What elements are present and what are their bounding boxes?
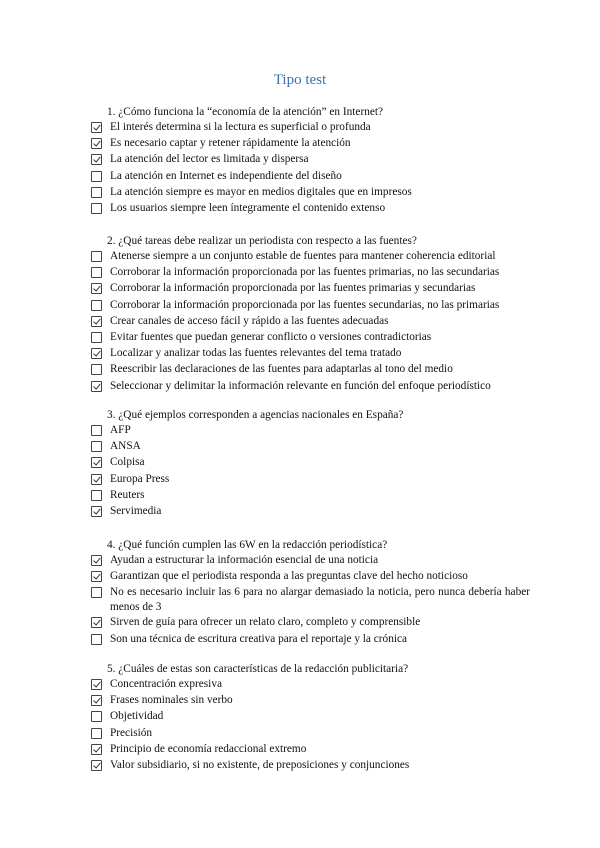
checked-checkbox-icon[interactable] <box>91 571 102 582</box>
checked-checkbox-icon[interactable] <box>91 760 102 771</box>
answer-option[interactable] <box>90 709 530 725</box>
answer-label: Precisión <box>110 726 153 739</box>
answer-label: Principio de economía redaccional extremo <box>110 742 307 755</box>
question-text: 1. ¿Cómo funciona la “economía de la atención” en Internet? <box>107 106 384 118</box>
page-title: Tipo test <box>273 72 327 88</box>
answer-option[interactable] <box>90 455 530 471</box>
answer-label: Frases nominales sin verbo <box>110 694 233 707</box>
unchecked-checkbox-icon[interactable] <box>91 203 102 214</box>
answer-option[interactable] <box>90 314 530 330</box>
checked-checkbox-icon[interactable] <box>91 695 102 706</box>
answer-label: Evitar fuentes que puedan generar conflicto o versiones contradictorias <box>110 330 432 343</box>
answer-label: El interés determina si la lectura es superficial o profunda <box>110 121 371 133</box>
unchecked-checkbox-icon[interactable] <box>91 634 102 645</box>
answer-label: Ayudan a estructurar la información esencial de una noticia <box>110 554 379 566</box>
question-text: 3. ¿Qué ejemplos corresponden a agencias nacionales en España? <box>107 409 404 421</box>
answer-label: La atención en Internet es independiente del diseño <box>110 169 342 182</box>
answer-label: Reescribir las declaraciones de las fuentes para adaptarlas al tono del medio <box>110 363 453 376</box>
checked-checkbox-icon[interactable] <box>91 348 102 359</box>
unchecked-checkbox-icon[interactable] <box>91 332 102 343</box>
unchecked-checkbox-icon[interactable] <box>91 251 102 262</box>
answer-option[interactable] <box>90 726 530 742</box>
answer-label: Sirven de guía para ofrecer un relato claro, completo y comprensible <box>110 616 421 629</box>
answer-label: Crear canales de acceso fácil y rápido a las fuentes adecuadas <box>110 314 389 327</box>
question-2 <box>90 233 530 395</box>
answer-label: Objetividad <box>110 710 164 723</box>
checked-checkbox-icon[interactable] <box>91 316 102 327</box>
question-1 <box>90 104 530 217</box>
checked-checkbox-icon[interactable] <box>91 381 102 392</box>
unchecked-checkbox-icon[interactable] <box>91 711 102 722</box>
question-text: 4. ¿Qué función cumplen las 6W en la redacción periodística? <box>107 539 388 551</box>
answer-label: Los usuarios siempre leen íntegramente el contenido extenso <box>110 201 386 214</box>
checked-checkbox-icon[interactable] <box>91 283 102 294</box>
answer-label: Corroborar la información proporcionada por las fuentes primarias y secundarias <box>110 282 476 295</box>
answer-label: Seleccionar y delimitar la información relevante en función del enfoque periodístico <box>110 379 491 392</box>
answer-label: Servimedia <box>110 504 162 517</box>
answer-label: Corroborar la información proporcionada por las fuentes primarias, no las secundarias <box>110 266 500 279</box>
answer-option[interactable] <box>90 632 530 648</box>
answer-option[interactable] <box>90 423 530 439</box>
answer-option[interactable] <box>90 488 530 504</box>
answer-option[interactable] <box>90 472 530 488</box>
answer-label: Son una técnica de escritura creativa para el reportaje y la crónica <box>110 632 408 645</box>
answer-option[interactable] <box>90 201 530 217</box>
answer-option[interactable] <box>90 504 530 520</box>
unchecked-checkbox-icon[interactable] <box>91 425 102 436</box>
answer-option[interactable] <box>90 346 530 362</box>
answer-option[interactable] <box>90 758 530 774</box>
answer-option[interactable] <box>90 249 530 265</box>
answer-label: Localizar y analizar todas las fuentes relevantes del tema tratado <box>110 347 402 360</box>
unchecked-checkbox-icon[interactable] <box>91 171 102 182</box>
answer-option[interactable] <box>90 693 530 709</box>
answer-option[interactable] <box>90 330 530 346</box>
answer-option[interactable] <box>90 136 530 152</box>
unchecked-checkbox-icon[interactable] <box>91 187 102 198</box>
checked-checkbox-icon[interactable] <box>91 506 102 517</box>
unchecked-checkbox-icon[interactable] <box>91 364 102 375</box>
checked-checkbox-icon[interactable] <box>91 617 102 628</box>
question-text: 2. ¿Qué tareas debe realizar un periodista con respecto a las fuentes? <box>107 235 417 247</box>
answer-label: Valor subsidiario, si no existente, de preposiciones y conjunciones <box>110 758 410 771</box>
answer-option[interactable] <box>90 742 530 758</box>
unchecked-checkbox-icon[interactable] <box>91 728 102 739</box>
unchecked-checkbox-icon[interactable] <box>91 300 102 311</box>
answer-option[interactable] <box>90 169 530 185</box>
answer-label: ANSA <box>110 440 141 453</box>
answer-label: Reuters <box>110 488 145 501</box>
answer-option[interactable] <box>90 569 530 585</box>
answer-option[interactable] <box>90 585 530 615</box>
answer-option[interactable] <box>90 553 530 569</box>
answer-option[interactable] <box>90 265 530 281</box>
answer-option[interactable] <box>90 439 530 455</box>
question-text: 5. ¿Cuáles de estas son características de la redacción publicitaria? <box>107 663 409 675</box>
unchecked-checkbox-icon[interactable] <box>91 267 102 278</box>
question-5 <box>90 661 530 774</box>
answer-label: Concentración expresiva <box>110 678 222 690</box>
unchecked-checkbox-icon[interactable] <box>91 587 102 598</box>
checked-checkbox-icon[interactable] <box>91 474 102 485</box>
answer-label: No es necesario incluir las 6 para no alargar demasiado la noticia, pero nunca debería haber menos de 3 <box>110 586 530 614</box>
answer-label: Colpisa <box>110 456 145 469</box>
answer-label: AFP <box>110 424 131 436</box>
question-4 <box>90 537 530 648</box>
answer-label: La atención siempre es mayor en medios digitales que en impresos <box>110 185 412 198</box>
checked-checkbox-icon[interactable] <box>91 555 102 566</box>
answer-label: Garantizan que el periodista responda a las preguntas clave del hecho noticioso <box>110 570 468 583</box>
answer-option[interactable] <box>90 362 530 378</box>
answer-label: Corroborar la información proporcionada por las fuentes secundarias, no las primarias <box>110 298 500 311</box>
checked-checkbox-icon[interactable] <box>91 457 102 468</box>
answer-label: Es necesario captar y retener rápidamente la atención <box>110 137 351 150</box>
answer-option[interactable] <box>90 615 530 631</box>
unchecked-checkbox-icon[interactable] <box>91 490 102 501</box>
checked-checkbox-icon[interactable] <box>91 744 102 755</box>
checked-checkbox-icon[interactable] <box>91 679 102 690</box>
answer-option[interactable] <box>90 379 530 395</box>
answer-option[interactable] <box>90 298 530 314</box>
checked-checkbox-icon[interactable] <box>91 154 102 165</box>
answer-label: Europa Press <box>110 472 170 485</box>
question-3 <box>90 407 530 520</box>
unchecked-checkbox-icon[interactable] <box>91 441 102 452</box>
answer-option[interactable] <box>90 281 530 297</box>
answer-label: La atención del lector es limitada y dispersa <box>110 153 309 166</box>
answer-label: Atenerse siempre a un conjunto estable de fuentes para mantener coherencia editorial <box>110 250 496 262</box>
answer-option[interactable] <box>90 677 530 693</box>
answer-option[interactable] <box>90 152 530 168</box>
checked-checkbox-icon[interactable] <box>91 122 102 133</box>
checked-checkbox-icon[interactable] <box>91 138 102 149</box>
answer-option[interactable] <box>90 120 530 136</box>
answer-option[interactable] <box>90 185 530 201</box>
